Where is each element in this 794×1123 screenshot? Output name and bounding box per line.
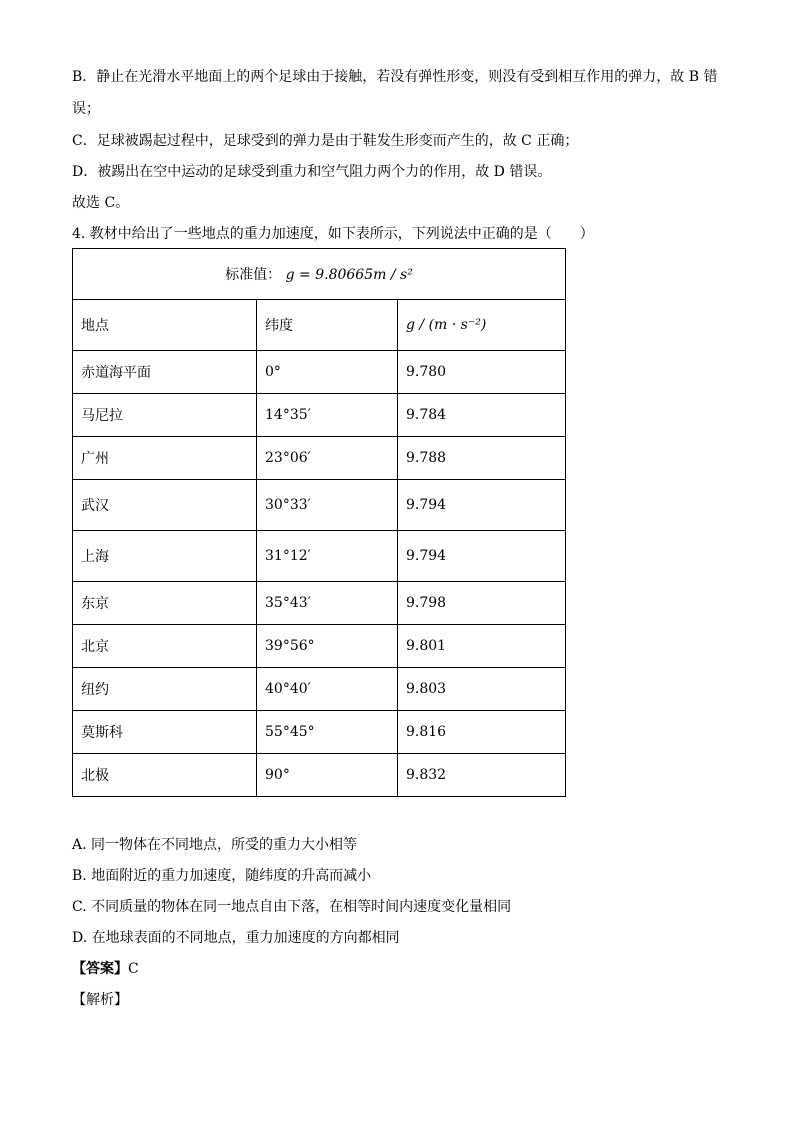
row-location: 赤道海平面 (73, 351, 257, 394)
header-location: 地点 (73, 300, 257, 351)
row-latitude: 40°40′ (257, 668, 398, 711)
header-latitude: 纬度 (257, 300, 398, 351)
row-latitude: 39°56° (257, 625, 398, 668)
option-b-explanation-line1: B．静止在光滑水平地面上的两个足球由于接触，若没有弹性形变，则没有受到相互作用的弹力，故 B 错 (72, 69, 718, 85)
table-row (73, 582, 566, 625)
analysis-label: 【解析】 (72, 992, 128, 1008)
option-b: B. 地面附近的重力加速度，随纬度的升高而减小 (72, 868, 372, 884)
row-latitude: 35°43′ (257, 582, 398, 625)
option-d-explanation: D．被踢出在空中运动的足球受到重力和空气阻力两个力的作用，故 D 错误。 (72, 164, 552, 180)
table-row (73, 394, 566, 437)
row-location: 莫斯科 (73, 711, 257, 754)
table-row (73, 711, 566, 754)
table-row (73, 668, 566, 711)
row-location: 东京 (73, 582, 257, 625)
row-latitude: 14°35′ (257, 394, 398, 437)
row-gravity: 9.794 (398, 480, 566, 531)
option-b-explanation-line2: 误； (72, 101, 100, 117)
table-row (73, 437, 566, 480)
row-gravity: 9.784 (398, 394, 566, 437)
row-location: 广州 (73, 437, 257, 480)
table-row (73, 480, 566, 531)
question-4-stem: 4. 教材中给出了一些地点的重力加速度，如下表所示，下列说法中正确的是（ ） (72, 226, 594, 242)
row-location: 北京 (73, 625, 257, 668)
standard-label: 标准值： (225, 267, 282, 283)
table-header-row (73, 300, 566, 351)
row-location: 马尼拉 (73, 394, 257, 437)
row-gravity: 9.803 (398, 668, 566, 711)
row-latitude: 31°12′ (257, 531, 398, 582)
row-latitude: 23°06′ (257, 437, 398, 480)
row-gravity: 9.798 (398, 582, 566, 625)
row-gravity: 9.832 (398, 754, 566, 797)
standard-formula: g = 9.80665m / s² (285, 267, 413, 283)
row-gravity: 9.780 (398, 351, 566, 394)
row-location: 武汉 (73, 480, 257, 531)
answer-line (72, 958, 139, 978)
table-row (73, 531, 566, 582)
option-c-explanation: C．足球被踢起过程中，足球受到的弹力是由于鞋发生形变而产生的，故 C 正确； (72, 133, 579, 149)
option-d: D. 在地球表面的不同地点，重力加速度的方向都相同 (72, 930, 400, 946)
choose-answer: 故选 C。 (72, 195, 130, 211)
row-latitude: 90° (257, 754, 398, 797)
row-location: 纽约 (73, 668, 257, 711)
row-latitude: 30°33′ (257, 480, 398, 531)
option-c: C. 不同质量的物体在同一地点自由下落，在相等时间内速度变化量相同 (72, 899, 512, 915)
row-latitude: 0° (257, 351, 398, 394)
row-gravity: 9.816 (398, 711, 566, 754)
table-row (73, 625, 566, 668)
gravity-table (72, 248, 566, 797)
answer-value: C (128, 961, 139, 977)
standard-value-cell (73, 249, 566, 300)
option-a: A. 同一物体在不同地点，所受的重力大小相等 (72, 837, 358, 853)
row-gravity: 9.794 (398, 531, 566, 582)
row-latitude: 55°45° (257, 711, 398, 754)
row-gravity: 9.788 (398, 437, 566, 480)
row-location: 北极 (73, 754, 257, 797)
answer-label: 【答案】 (72, 961, 128, 977)
row-location: 上海 (73, 531, 257, 582)
header-gravity: g / (m · s⁻²) (398, 300, 566, 351)
table-row (73, 351, 566, 394)
table-standard-row (73, 249, 566, 300)
table-row (73, 754, 566, 797)
row-gravity: 9.801 (398, 625, 566, 668)
